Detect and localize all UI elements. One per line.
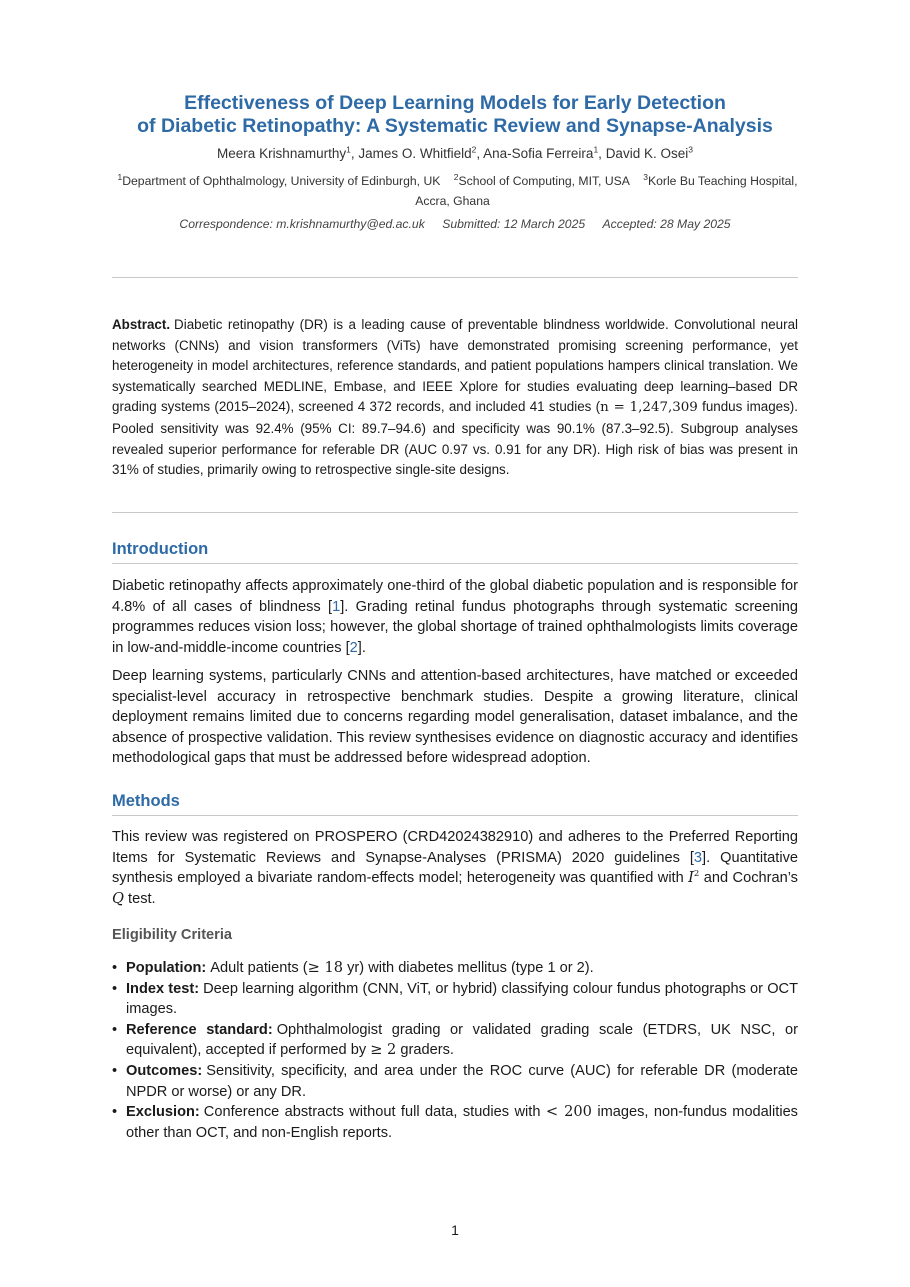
author-affiliation-mark: 1: [346, 144, 351, 155]
eligibility-list: [112, 958, 798, 1143]
paper-title: [112, 92, 798, 138]
citation-link[interactable]: 3: [693, 849, 703, 866]
paragraph: Deep learning systems, particularly CNNs and attention-based architectures, have matched or exceeded specialist-level accuracy in retrospective benchmark studies. Despite a growing literature, clinical deployment remains limited due to concerns regarding model generalisation, dataset imbalance, and the absence of prospective validation. This review synthesises evidence on diagnostic accuracy and identifies methodological gaps that must be addressed before widespread adoption.: [112, 668, 798, 767]
submitted-date: Submitted: 12 March 2025: [442, 217, 586, 231]
list-item: • Reference standard: Ophthalmologist grading or validated grading scale (ETDRS, UK NSC, or equivalent), accepted if performed by ≥ 2 graders.: [112, 1021, 798, 1059]
page-number: 1: [451, 1222, 459, 1238]
section-heading-methods: Methods: [112, 792, 798, 816]
divider: [112, 512, 798, 513]
affiliation: $^2$School of Computing, MIT, USA: [453, 171, 630, 188]
affiliation: $^1$Department of Ophthalmology, University of Edinburgh, UK: [117, 171, 441, 188]
author-list: Meera Krishnamurthy$^1$, James O. Whitfield$^2$, Ana-Sofia Ferreira$^1$, David K. Osei$^3$: [217, 144, 693, 161]
section-heading-introduction: Introduction: [112, 540, 798, 564]
paragraph: This review was registered on PROSPERO (CRD42024382910) and adheres to the Preferred Reporting Items for Systematic Reviews and Synapse-Analyses (PRISMA) 2020 guidelines [3]. Quantitative synthesis employed a bivariate random-effects model; heterogeneity was quantified with $I^2$ and Cochran’s Q test.: [112, 829, 798, 907]
abstract: [112, 315, 798, 481]
citation-link[interactable]: 1: [332, 598, 341, 615]
affiliation-list: [112, 171, 798, 211]
list-item: • Population: Adult patients (≥ 18 yr) with diabetes mellitus (type 1 or 2).: [112, 959, 594, 976]
correspondence-line: [112, 217, 798, 231]
list-item: • Outcomes: Sensitivity, specificity, and area under the ROC curve (AUC) for referable DR (moderate NPDR or worse) or any DR.: [112, 1062, 798, 1100]
correspondence: Correspondence: m.krishnamurthy@ed.ac.uk: [179, 217, 425, 231]
math-variable: I: [688, 869, 694, 887]
list-item: • Index test: Deep learning algorithm (CNN, ViT, or hybrid) classifying colour fundus photographs or OCT images.: [112, 980, 798, 1018]
citation-link[interactable]: 2: [349, 639, 358, 656]
list-item: • Exclusion: Conference abstracts without full data, studies with < 200 images, non-fundus modalities other than OCT, and non-English reports.: [112, 1103, 798, 1141]
math-variable: Q: [112, 889, 124, 907]
abstract-math: n = 1,247,309: [600, 400, 698, 416]
author-affiliation-mark: 2: [471, 144, 477, 155]
title-line-1: Effectiveness of Deep Learning Models for Early Detection: [184, 92, 726, 114]
author-affiliation-mark: 3: [688, 144, 693, 155]
paragraph: Diabetic retinopathy affects approximately one-third of the global diabetic population and is responsible for 4.8% of all cases of blindness [1]. Grading retinal fundus photographs through systematic screening programmes reduces vision loss; however, the global shortage of trained ophthalmologists limits coverage in low-and-middle-income countries [2].: [112, 578, 798, 656]
abstract-text: fundus images). Pooled sensitivity was 92.4% (95% CI: 89.7–94.6) and specificity was 90.1% (87.3–92.5). Subgroup analyses revealed superior performance for referable DR (AUC 0.97 vs. 0.91 for any DR). High risk of bias was present in 31% of studies, primarily owing to retrospective single-site designs.: [112, 399, 798, 478]
author-name: Ana-Sofia Ferreira: [483, 146, 594, 161]
divider: [112, 277, 798, 278]
accepted-date: Accepted: 28 May 2025: [602, 217, 731, 231]
author-name: Meera Krishnamurthy: [217, 146, 347, 161]
abstract-text: Diabetic retinopathy (DR) is a leading cause of preventable blindness worldwide. Convolutional neural networks (CNNs) and vision transformers (ViTs) have demonstrated promising screening performance, yet heterogeneity in model architectures, reference standards, and patient populations hampers clinical translation. We systematically searched MEDLINE, Embase, and IEEE Xplore for studies evaluating deep learning–based DR grading systems (2015–2024), screened 4 372 records, and included 41 studies (: [112, 317, 798, 415]
author-name: David K. Osei: [605, 146, 689, 161]
author-name: James O. Whitfield: [358, 146, 472, 161]
title-line-2: of Diabetic Retinopathy: A Systematic Review and Synapse-Analysis: [137, 115, 773, 137]
subsection-heading-eligibility: Eligibility Criteria: [112, 927, 233, 943]
author-affiliation-mark: 1: [593, 144, 599, 155]
affiliation: $^3$Korle Bu Teaching Hospital, Accra, Ghana: [415, 171, 798, 208]
abstract-label: Abstract.: [112, 317, 171, 332]
